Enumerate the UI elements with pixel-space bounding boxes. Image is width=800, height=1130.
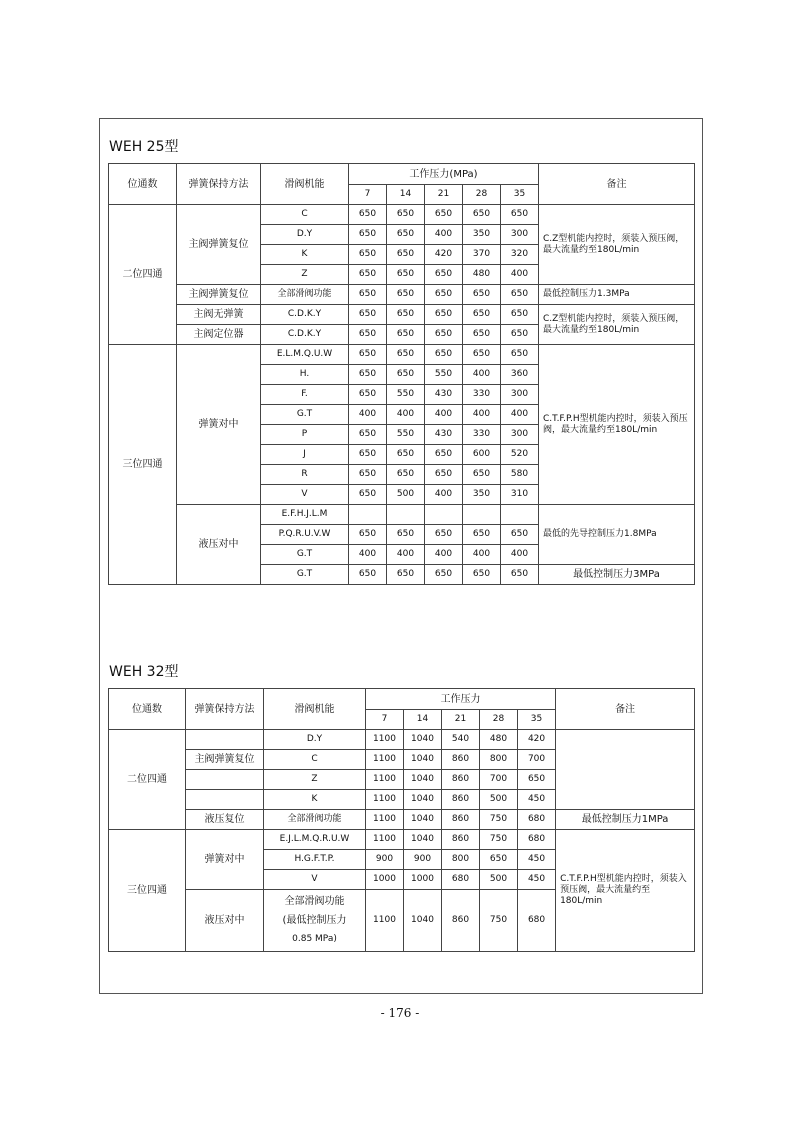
pressure-cell: 800 [442, 850, 480, 870]
pressure-cell: 550 [387, 425, 425, 445]
pressure-cell: 330 [463, 425, 501, 445]
pressure-header: 35 [518, 710, 556, 730]
spool-code: D.Y [264, 730, 366, 750]
pressure-cell: 650 [387, 325, 425, 345]
spring-method: 弹簧对中 [177, 345, 261, 505]
spool-code: J [261, 445, 349, 465]
pressure-cell: 860 [442, 810, 480, 830]
pressure-cell: 650 [349, 205, 387, 225]
pressure-cell: 650 [425, 305, 463, 325]
pressure-cell: 650 [349, 465, 387, 485]
pressure-cell: 650 [463, 465, 501, 485]
spool-code: G.T [261, 545, 349, 565]
pressure-cell: 500 [387, 485, 425, 505]
pressure-cell: 420 [518, 730, 556, 750]
pressure-cell: 350 [463, 225, 501, 245]
pressure-cell: 400 [349, 545, 387, 565]
col-header-working-pressure: 工作压力 [366, 689, 556, 710]
pressure-cell: 650 [349, 325, 387, 345]
pressure-cell: 750 [480, 810, 518, 830]
pressure-cell: 650 [349, 525, 387, 545]
pressure-cell: 650 [501, 565, 539, 585]
pressure-cell: 650 [349, 485, 387, 505]
pressure-cell: 650 [463, 325, 501, 345]
pressure-cell: 650 [387, 305, 425, 325]
pressure-cell: 650 [349, 385, 387, 405]
pressure-cell: 400 [463, 545, 501, 565]
pressure-cell: 1100 [366, 750, 404, 770]
pressure-header: 21 [442, 710, 480, 730]
pressure-cell: 300 [501, 385, 539, 405]
spool-code: H. [261, 365, 349, 385]
col-header-position: 位通数 [109, 689, 186, 730]
pressure-header: 7 [349, 185, 387, 205]
spring-method: 液压对中 [177, 505, 261, 585]
spool-code-note: 0.85 MPa) [292, 934, 337, 944]
pressure-cell: 320 [501, 245, 539, 265]
pressure-cell: 650 [501, 325, 539, 345]
spool-code: K [264, 790, 366, 810]
pressure-cell: 580 [501, 465, 539, 485]
pressure-cell: 650 [425, 565, 463, 585]
spring-method: 主阀弹簧复位 [177, 205, 261, 285]
spool-code: R [261, 465, 349, 485]
pressure-cell: 680 [518, 830, 556, 850]
pressure-cell: 800 [480, 750, 518, 770]
col-header-position: 位通数 [109, 164, 177, 205]
pressure-header: 28 [480, 710, 518, 730]
pressure-cell: 400 [463, 365, 501, 385]
pressure-cell: 1040 [404, 750, 442, 770]
pressure-cell: 900 [366, 850, 404, 870]
remark: 最低的先导控制压力1.8MPa [539, 505, 695, 565]
pressure-cell: 1100 [366, 730, 404, 750]
pressure-cell: 650 [387, 225, 425, 245]
spool-code: C.D.K.Y [261, 305, 349, 325]
spool-code-note: (最低控制压力 [282, 915, 347, 926]
table-weh25 [108, 163, 695, 585]
pressure-cell: 750 [480, 890, 518, 952]
pressure-cell: 420 [425, 245, 463, 265]
remark: C.Z型机能内控时，须装入预压阀，最大流量约至180L/min [539, 305, 695, 345]
pressure-cell: 650 [501, 285, 539, 305]
col-header-working-pressure: 工作压力(MPa) [349, 164, 539, 185]
pressure-cell: 540 [442, 730, 480, 750]
pressure-cell: 860 [442, 770, 480, 790]
remark: 最低控制压力1.3MPa [539, 285, 695, 305]
spool-code: G.T [261, 405, 349, 425]
group-three-position: 三位四通 [109, 345, 177, 585]
spool-code: E.L.M.Q.U.W [261, 345, 349, 365]
pressure-cell: 650 [387, 205, 425, 225]
pressure-cell: 1040 [404, 890, 442, 952]
pressure-cell: 360 [501, 365, 539, 385]
pressure-cell: 1040 [404, 730, 442, 750]
group-two-position: 二位四通 [109, 730, 186, 830]
pressure-cell: 650 [387, 245, 425, 265]
pressure-cell: 650 [501, 525, 539, 545]
pressure-cell: 400 [463, 405, 501, 425]
pressure-cell: 480 [480, 730, 518, 750]
pressure-cell: 650 [425, 345, 463, 365]
pressure-cell: 370 [463, 245, 501, 265]
pressure-cell: 450 [518, 870, 556, 890]
col-header-spool-function: 滑阀机能 [264, 689, 366, 730]
spool-code: Z [264, 770, 366, 790]
pressure-cell: 650 [387, 265, 425, 285]
pressure-header: 14 [387, 185, 425, 205]
remark: C.Z型机能内控时，须装入预压阀，最大流量约至180L/min [539, 205, 695, 285]
pressure-cell: 300 [501, 425, 539, 445]
pressure-cell: 650 [463, 285, 501, 305]
pressure-cell: 600 [463, 445, 501, 465]
pressure-cell: 650 [349, 365, 387, 385]
pressure-cell: 900 [404, 850, 442, 870]
pressure-cell: 1040 [404, 790, 442, 810]
pressure-cell [387, 505, 425, 525]
pressure-cell: 480 [463, 265, 501, 285]
pressure-header: 35 [501, 185, 539, 205]
pressure-cell: 650 [349, 265, 387, 285]
pressure-cell: 400 [501, 265, 539, 285]
pressure-cell: 430 [425, 385, 463, 405]
pressure-cell: 550 [425, 365, 463, 385]
spool-code: G.T [261, 565, 349, 585]
pressure-cell: 1040 [404, 810, 442, 830]
pressure-header: 14 [404, 710, 442, 730]
pressure-cell: 650 [425, 445, 463, 465]
pressure-cell: 680 [442, 870, 480, 890]
pressure-cell: 400 [387, 405, 425, 425]
pressure-cell: 650 [463, 205, 501, 225]
spool-code: 全部滑阀功能 [264, 810, 366, 830]
remark: 最低控制压力1MPa [556, 810, 695, 830]
pressure-cell: 650 [425, 205, 463, 225]
spool-code-multiline [264, 890, 366, 952]
pressure-cell: 650 [387, 465, 425, 485]
col-header-spring-hold: 弹簧保持方法 [186, 689, 264, 730]
pressure-cell: 680 [518, 810, 556, 830]
pressure-cell: 400 [425, 405, 463, 425]
pressure-cell: 860 [442, 790, 480, 810]
spool-code: C [261, 205, 349, 225]
pressure-cell: 1100 [366, 830, 404, 850]
pressure-cell: 650 [387, 345, 425, 365]
pressure-cell: 430 [425, 425, 463, 445]
pressure-cell: 400 [501, 405, 539, 425]
pressure-cell: 650 [349, 425, 387, 445]
table2-title: WEH 32型 [109, 664, 179, 680]
pressure-cell: 650 [463, 345, 501, 365]
pressure-cell: 650 [387, 565, 425, 585]
remark-empty [556, 730, 695, 810]
pressure-cell: 350 [463, 485, 501, 505]
pressure-cell: 650 [480, 850, 518, 870]
pressure-cell: 650 [349, 565, 387, 585]
pressure-cell: 1100 [366, 890, 404, 952]
pressure-cell: 700 [480, 770, 518, 790]
pressure-cell: 650 [425, 465, 463, 485]
pressure-cell: 310 [501, 485, 539, 505]
spool-code: D.Y [261, 225, 349, 245]
spring-method: 弹簧对中 [186, 830, 264, 890]
remark: C.T.F.P.H型机能内控时，须装入预压阀，最大流量约至180L/min [539, 345, 695, 505]
remark: C.T.F.P.H型机能内控时，须装入预压阀，最大流量约至180L/min [556, 830, 695, 952]
spool-code: V [261, 485, 349, 505]
spool-code: P [261, 425, 349, 445]
col-header-spool-function: 滑阀机能 [261, 164, 349, 205]
pressure-cell: 1100 [366, 810, 404, 830]
spring-method: 主阀弹簧复位 [177, 285, 261, 305]
table-weh32 [108, 688, 695, 952]
pressure-cell: 1100 [366, 770, 404, 790]
pressure-header: 28 [463, 185, 501, 205]
pressure-cell: 550 [387, 385, 425, 405]
spool-code: V [264, 870, 366, 890]
pressure-header: 7 [366, 710, 404, 730]
pressure-cell: 650 [387, 285, 425, 305]
spring-method: 主阀定位器 [177, 325, 261, 345]
spring-method-empty [186, 790, 264, 810]
spring-method: 主阀无弹簧 [177, 305, 261, 325]
pressure-cell: 400 [501, 545, 539, 565]
pressure-cell: 650 [349, 445, 387, 465]
spring-method: 主阀弹簧复位 [186, 750, 264, 770]
spool-code: F. [261, 385, 349, 405]
spool-code: 全部滑阀功能 [261, 285, 349, 305]
col-header-remarks: 备注 [556, 689, 695, 730]
pressure-cell: 650 [387, 445, 425, 465]
pressure-cell [349, 505, 387, 525]
pressure-cell: 400 [387, 545, 425, 565]
pressure-cell: 650 [463, 525, 501, 545]
spool-code: P.Q.R.U.V.W [261, 525, 349, 545]
pressure-cell: 860 [442, 890, 480, 952]
pressure-cell: 650 [463, 565, 501, 585]
spool-code: C.D.K.Y [261, 325, 349, 345]
col-header-remarks: 备注 [539, 164, 695, 205]
spool-code: C [264, 750, 366, 770]
pressure-cell: 400 [425, 225, 463, 245]
table1-title: WEH 25型 [109, 139, 179, 155]
pressure-cell: 400 [425, 485, 463, 505]
pressure-cell: 650 [349, 345, 387, 365]
spring-method: 液压复位 [186, 810, 264, 830]
pressure-cell: 1000 [366, 870, 404, 890]
pressure-cell: 650 [349, 285, 387, 305]
pressure-header: 21 [425, 185, 463, 205]
page-number: - 176 - [380, 1006, 420, 1020]
spring-method-empty [186, 730, 264, 750]
pressure-cell: 500 [480, 790, 518, 810]
spool-code: Z [261, 265, 349, 285]
pressure-cell: 650 [349, 305, 387, 325]
pressure-cell: 750 [480, 830, 518, 850]
pressure-cell: 1100 [366, 790, 404, 810]
pressure-cell: 860 [442, 750, 480, 770]
pressure-cell: 860 [442, 830, 480, 850]
pressure-cell: 450 [518, 850, 556, 870]
pressure-cell: 650 [425, 285, 463, 305]
pressure-cell: 330 [463, 385, 501, 405]
pressure-cell: 650 [349, 225, 387, 245]
pressure-cell: 650 [425, 325, 463, 345]
spool-code: E.J.L.M.Q.R.U.W [264, 830, 366, 850]
spring-method-empty [186, 770, 264, 790]
spool-code: H.G.F.T.P. [264, 850, 366, 870]
pressure-cell: 700 [518, 750, 556, 770]
pressure-cell [501, 505, 539, 525]
pressure-cell: 300 [501, 225, 539, 245]
pressure-cell: 650 [425, 525, 463, 545]
col-header-spring-hold: 弹簧保持方法 [177, 164, 261, 205]
remark: 最低控制压力3MPa [539, 565, 695, 585]
pressure-cell: 1040 [404, 770, 442, 790]
spool-code: 全部滑阀功能 [284, 896, 345, 907]
spool-code: E.F.H.J.L.M [261, 505, 349, 525]
pressure-cell: 650 [349, 245, 387, 265]
pressure-cell: 650 [425, 265, 463, 285]
pressure-cell: 520 [501, 445, 539, 465]
pressure-cell: 400 [425, 545, 463, 565]
group-two-position: 二位四通 [109, 205, 177, 345]
pressure-cell: 680 [518, 890, 556, 952]
pressure-cell [425, 505, 463, 525]
pressure-cell: 650 [501, 205, 539, 225]
pressure-cell: 1000 [404, 870, 442, 890]
pressure-cell: 650 [518, 770, 556, 790]
pressure-cell: 400 [349, 405, 387, 425]
pressure-cell: 650 [501, 305, 539, 325]
pressure-cell [463, 505, 501, 525]
spring-method: 液压对中 [186, 890, 264, 952]
pressure-cell: 650 [387, 365, 425, 385]
pressure-cell: 500 [480, 870, 518, 890]
pressure-cell: 650 [387, 525, 425, 545]
pressure-cell: 450 [518, 790, 556, 810]
pressure-cell: 650 [463, 305, 501, 325]
spool-code: K [261, 245, 349, 265]
pressure-cell: 650 [501, 345, 539, 365]
group-three-position: 三位四通 [109, 830, 186, 952]
pressure-cell: 1040 [404, 830, 442, 850]
